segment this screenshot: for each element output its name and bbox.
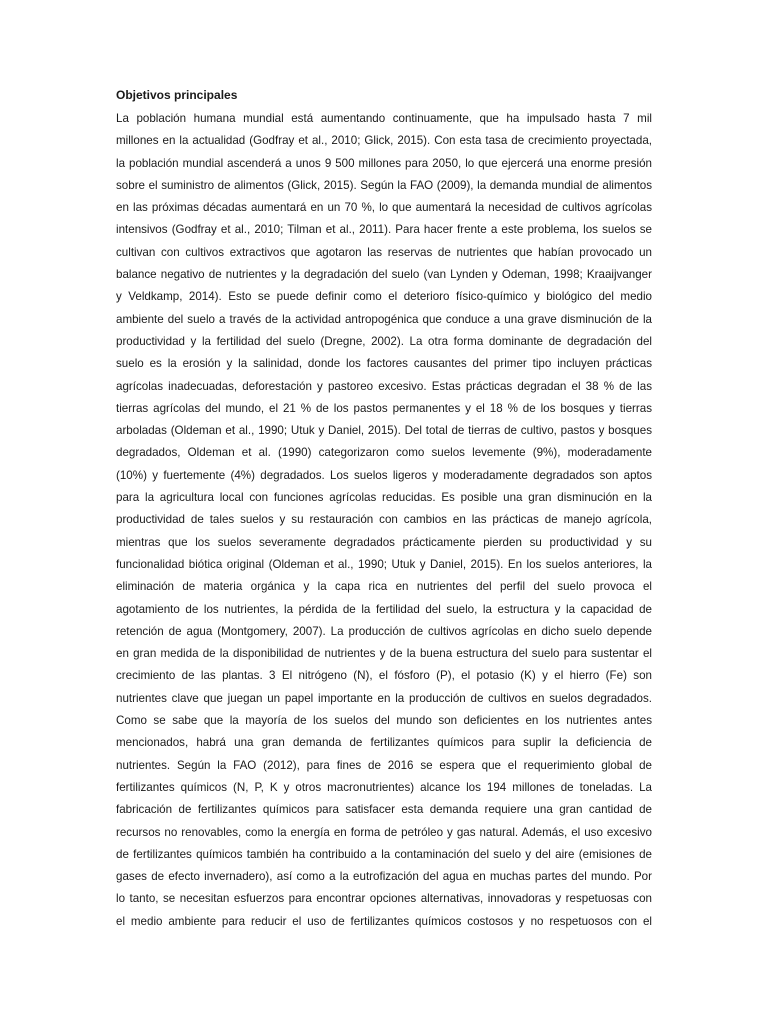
text-line: intensivos (Godfray et al., 2010; Tilman et al., 2011). Para hacer frente a este problema, los suelos se — [116, 223, 652, 237]
text-line: para la agricultura local con funciones agrícolas reducidas. Es posible una gran disminución en la — [116, 491, 652, 505]
section-heading: Objetivos principales — [116, 88, 238, 102]
text-line: recursos no renovables, como la energía en forma de petróleo y gas natural. Además, el uso excesivo — [116, 825, 652, 839]
text-line: de fertilizantes químicos también ha contribuido a la contaminación del suelo y del aire (emisiones de — [116, 847, 652, 861]
text-line: gases de efecto invernadero), así como a la eutrofización del agua en muchas partes del mundo. Por — [116, 870, 652, 884]
text-line: fertilizantes químicos (N, P, K y otros macronutrientes) alcance los 194 millones de toneladas. La — [116, 780, 652, 794]
text-line: crecimiento de las plantas. 3 El nitrógeno (N), el fósforo (P), el potasio (K) y el hierro (Fe) son — [116, 669, 652, 683]
text-line: cultivan con cultivos extractivos que agotaron las reservas de nutrientes que habían provocado un — [116, 245, 652, 259]
text-line: (10%) y fuertemente (4%) degradados. Los suelos ligeros y moderadamente degradados son aptos — [116, 468, 652, 482]
text-line: en gran medida de la disponibilidad de nutrientes y de la buena estructura del suelo para sustentar el — [116, 647, 652, 661]
text-line: nutrientes clave que juegan un papel importante en la producción de cultivos en suelos degradados. — [116, 691, 652, 705]
text-line: millones en la actualidad (Godfray et al., 2010; Glick, 2015). Con esta tasa de crecimiento proyectada, — [116, 134, 652, 148]
document-body — [116, 86, 652, 933]
text-line: suelo es la erosión y la salinidad, donde los factores causantes del primer tipo incluyen prácticas — [116, 357, 652, 371]
text-line: mencionados, habrá una gran demanda de fertilizantes químicos para suplir la deficiencia de — [116, 736, 652, 750]
text-line: productividad y la fertilidad del suelo (Dregne, 2002). La otra forma dominante de degradación del — [116, 334, 652, 348]
text-line: Como se sabe que la mayoría de los suelos del mundo son deficientes en los nutrientes antes — [116, 714, 652, 728]
text-line: agotamiento de los nutrientes, la pérdida de la fertilidad del suelo, la estructura y la capacidad de — [116, 602, 652, 616]
text-line: en las próximas décadas aumentará en un 70 %, lo que aumentará la necesidad de cultivos agrícolas — [116, 201, 652, 215]
text-line: tierras agrícolas del mundo, el 21 % de los pastos permanentes y el 18 % de los bosques y tierras — [116, 401, 652, 415]
text-line: mientras que los suelos severamente degradados prácticamente pierden su productividad y su — [116, 535, 652, 549]
text-line: productividad de tales suelos y su restauración con cambios en las prácticas de manejo agrícola, — [116, 513, 652, 527]
text-line: balance negativo de nutrientes y la degradación del suelo (van Lynden y Odeman, 1998; Kraaijvanger — [116, 268, 652, 282]
text-line: La población humana mundial está aumentando continuamente, que ha impulsado hasta 7 mil — [116, 112, 652, 125]
text-line: sobre el suministro de alimentos (Glick, 2015). Según la FAO (2009), la demanda mundial de alimentos — [116, 178, 652, 192]
body-paragraph — [116, 108, 652, 933]
text-line: la población mundial ascenderá a unos 9 500 millones para 2050, lo que ejercerá una enorme presión — [116, 156, 652, 170]
text-line: retención de agua (Montgomery, 2007). La producción de cultivos agrícolas en dicho suelo depende — [116, 624, 652, 638]
text-line: degradados, Oldeman et al. (1990) categorizaron como suelos levemente (9%), moderadamente — [116, 446, 652, 460]
text-line: el medio ambiente para reducir el uso de fertilizantes químicos costosos y no respetuosos con el — [116, 914, 652, 928]
text-line: agrícolas inadecuadas, deforestación y pastoreo excesivo. Estas prácticas degradan el 38 % de las — [116, 379, 652, 393]
text-line: eliminación de materia orgánica y la capa rica en nutrientes del perfil del suelo provoca el — [116, 580, 652, 594]
text-line: funcionalidad biótica original (Oldeman et al., 1990; Utuk y Daniel, 2015). En los suelos anteriores, la — [116, 557, 652, 571]
text-line: ambiente del suelo a través de la actividad antropogénica que conduce a una grave disminución de la — [116, 312, 652, 326]
text-line: arboladas (Oldeman et al., 1990; Utuk y Daniel, 2015). Del total de tierras de cultivo, pastos y bosques — [116, 424, 652, 438]
text-line: lo tanto, se necesitan esfuerzos para encontrar opciones alternativas, innovadoras y respetuosas con — [116, 892, 652, 906]
text-line: fabricación de fertilizantes químicos para satisfacer esta demanda requiere una gran cantidad de — [116, 803, 652, 817]
text-line: y Veldkamp, 2014). Esto se puede definir como el deterioro físico-químico y biológico del medio — [116, 290, 652, 304]
text-line: nutrientes. Según la FAO (2012), para fines de 2016 se espera que el requerimiento global de — [116, 758, 652, 772]
